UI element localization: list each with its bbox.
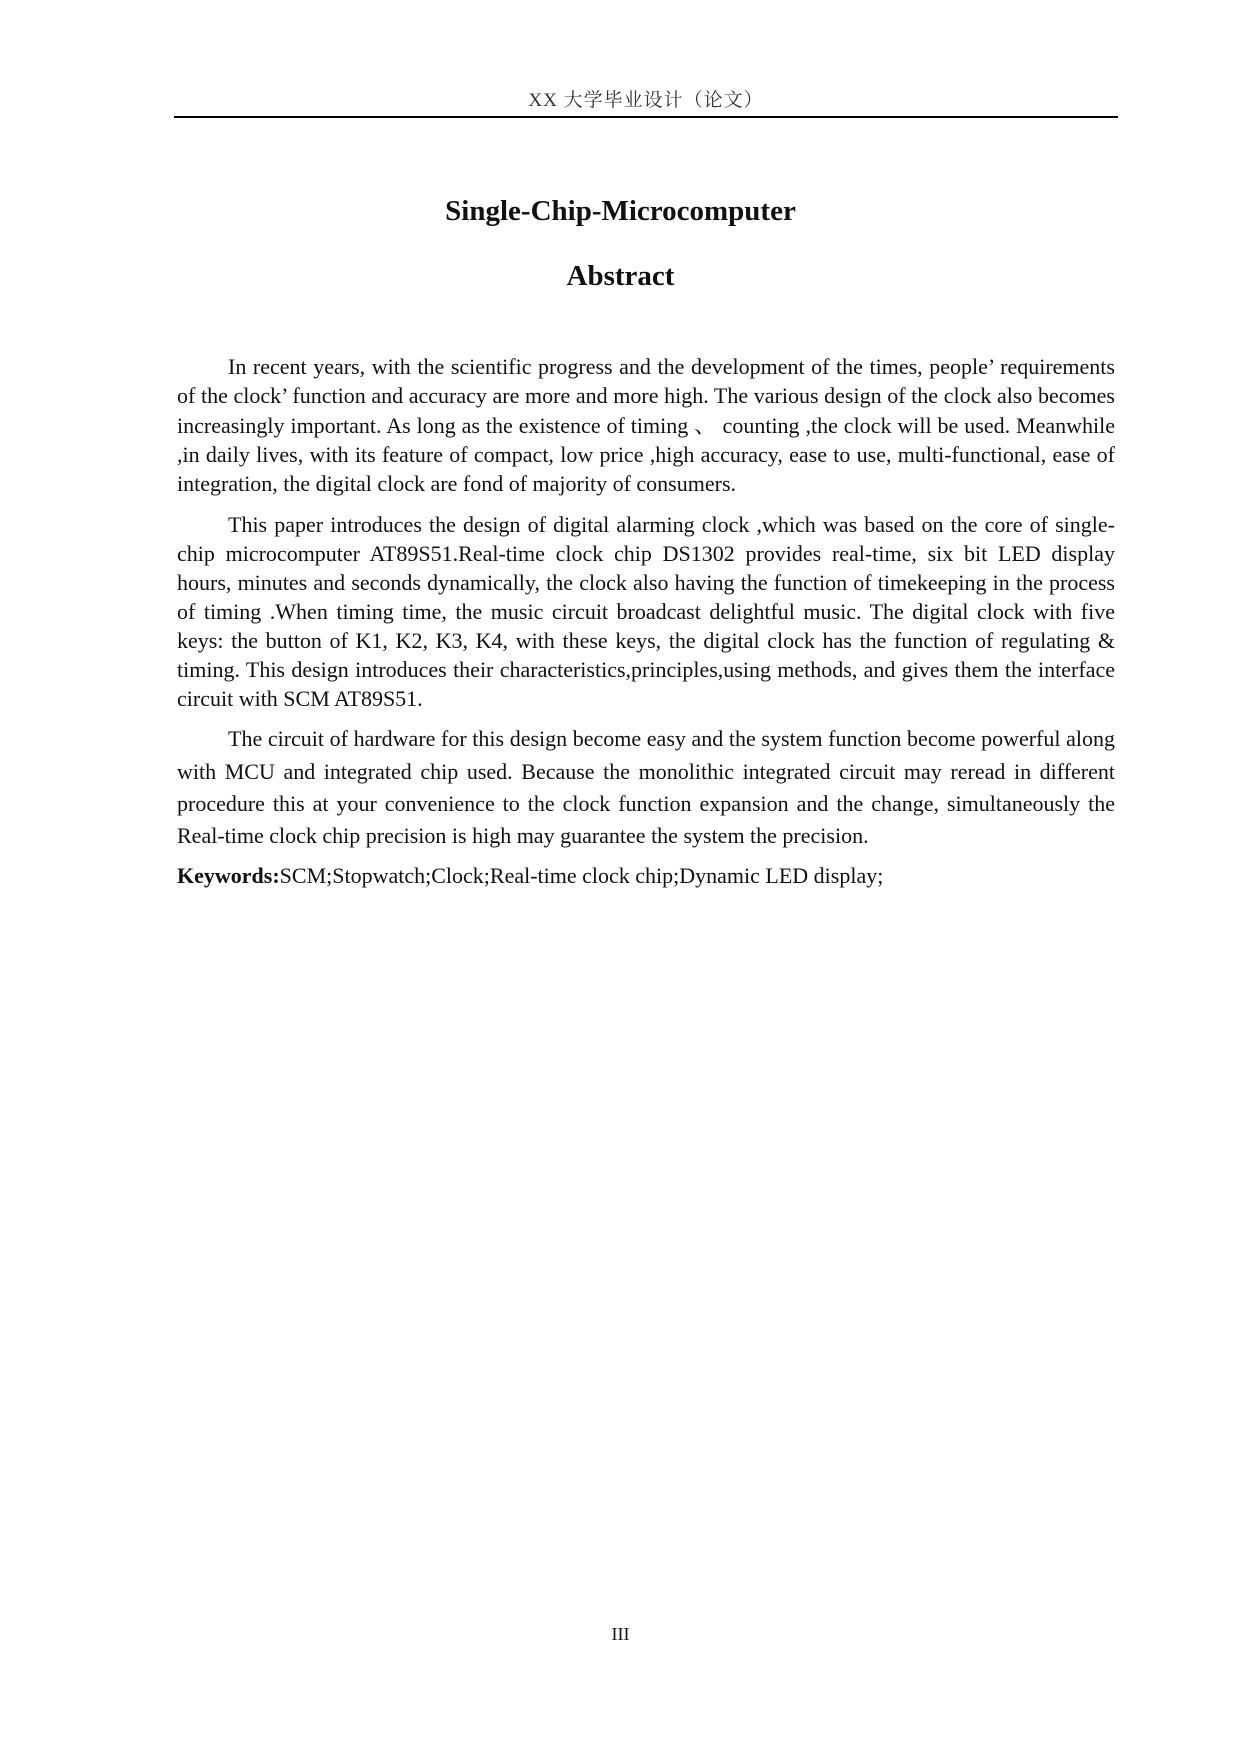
page-number: III (611, 1624, 630, 1644)
abstract-paragraph-1: In recent years, with the scientific progress and the development of the times, people’ requirements of the clock’ function and accuracy are more and more high. The various design of the clock also becomes increasingly important. As long as the existence of timing 、 counting ,the clock will be used. Meanwhile ,in daily lives, with its feature of compact, low price ,high accuracy, ease to use, multi-functional, ease of integration, the digital clock are fond of majority of consumers. (177, 354, 1115, 497)
abstract-paragraph-3: The circuit of hardware for this design become easy and the system function become powerful along with MCU and integrated chip used. Because the monolithic integrated circuit may reread in different procedure this at your convenience to the clock function expansion and the change, simultaneously the Real-time clock chip precision is high may guarantee the system the precision. (177, 726, 1115, 849)
keywords-text: SCM;Stopwatch;Clock;Real-time clock chip;Dynamic LED display; (279, 863, 884, 889)
keywords-line (177, 861, 1115, 891)
document-title: Single-Chip-Microcomputer (445, 195, 796, 227)
page-header: XX 大学毕业设计（论文） (174, 86, 1118, 118)
abstract-heading: Abstract (566, 260, 675, 292)
abstract-paragraph-2: This paper introduces the design of digital alarming clock ,which was based on the core of single-chip microcomputer AT89S51.Real-time clock chip DS1302 provides real-time, six bit LED display hours, minutes and seconds dynamically, the clock also having the function of timekeeping in the process of timing .When timing time, the music circuit broadcast delightful music. The digital clock with five keys: the button of K1, K2, K3, K4, with these keys, the digital clock has the function of regulating & timing. This design introduces their characteristics,principles,using methods, and gives them the interface circuit with SCM AT89S51. (177, 512, 1115, 712)
abstract-body (177, 352, 1115, 891)
keywords-label: Keywords: (177, 863, 280, 889)
